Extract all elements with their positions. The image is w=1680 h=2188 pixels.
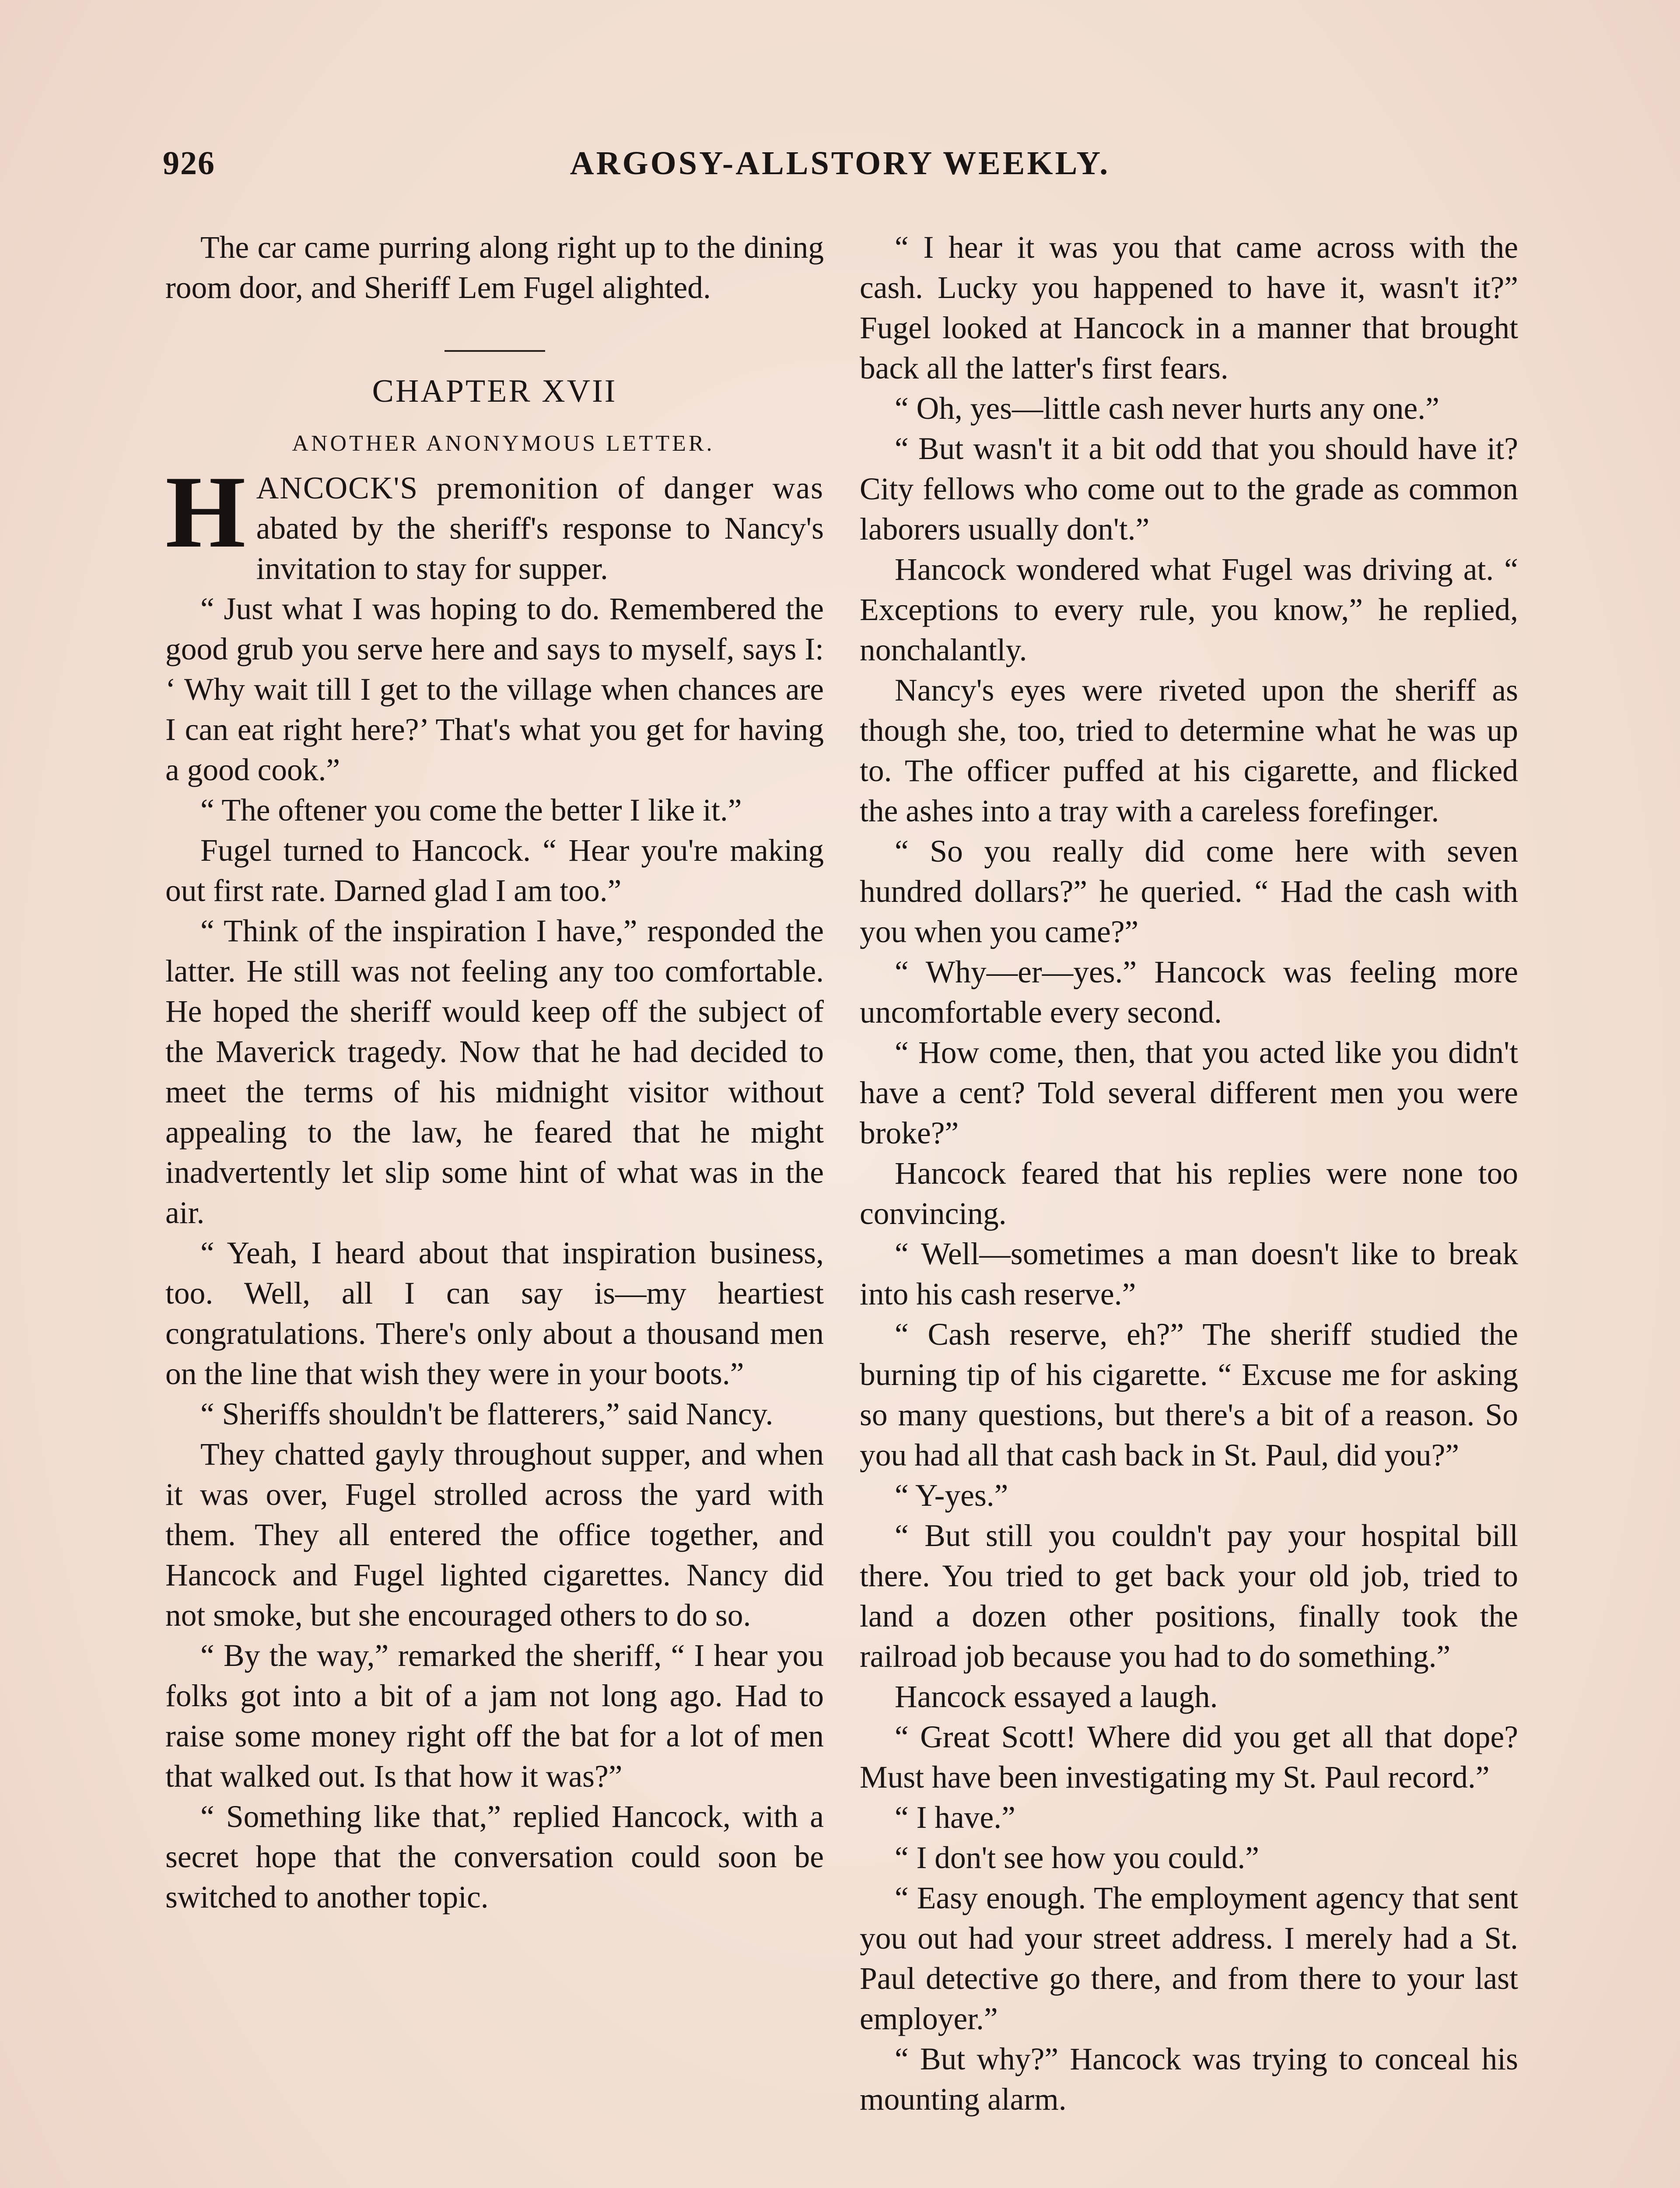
- paragraph: “ Something like that,” replied Hancock, with a secret hope that the conversation could soon be switched to another topic.: [165, 1799, 824, 1914]
- paragraph: Hancock essayed a laugh.: [895, 1680, 1218, 1714]
- paragraph: “ Oh, yes—little cash never hurts any one.”: [895, 391, 1439, 426]
- paragraph: “ I have.”: [895, 1800, 1015, 1835]
- paragraph: “ Yeah, I heard about that inspiration business, too. Well, all I can say is—my heartiest congratulations. There's only about a thousand men on the line that wish they were in your boots.”: [165, 1236, 824, 1391]
- paragraph: “ Cash reserve, eh?” The sheriff studied the burning tip of his cigarette. “ Excuse me for asking so many questions, but there's a bit of a reason. So you had all that cash back in St. Paul, did you?”: [860, 1317, 1518, 1473]
- paragraph: Fugel turned to Hancock. “ Hear you're making out first rate. Darned glad I am too.”: [165, 833, 824, 908]
- running-title: ARGOSY-ALLSTORY WEEKLY.: [570, 145, 1110, 182]
- paragraph: “ Just what I was hoping to do. Remembered the good grub you serve here and says to myself, says I: ‘ Why wait till I get to the village when chances are I can eat right here?’ That's what you get for having a good cook.”: [165, 592, 824, 787]
- paragraph: “ Easy enough. The employment agency that sent you out had your street address. I merely had a St. Paul detective go there, and from there to your last employer.”: [860, 1881, 1518, 2036]
- paragraph: “ Great Scott! Where did you get all that dope? Must have been investigating my St. Paul record.”: [860, 1720, 1518, 1795]
- chapter-title: CHAPTER XVII: [372, 373, 617, 409]
- page-header: [163, 144, 1517, 197]
- paragraph: “ Why—er—yes.” Hancock was feeling more uncomfortable every second.: [860, 955, 1518, 1030]
- paragraph: “ I hear it was you that came across with the cash. Lucky you happened to have it, wasn't it?” Fugel looked at Hancock in a manner that brought back all the latter's first fears.: [860, 230, 1518, 386]
- paragraph: Hancock feared that his replies were none too convincing.: [860, 1156, 1518, 1231]
- section-divider: [444, 350, 545, 352]
- paragraph: The car came purring along right up to the dining room door, and Sheriff Lem Fugel alighted.: [165, 230, 824, 305]
- paragraph: “ By the way,” remarked the sheriff, “ I hear you folks got into a bit of a jam not long ago. Had to raise some money right off the bat for a lot of men that walked out. Is that how it was?”: [165, 1638, 824, 1794]
- left-column: [165, 228, 824, 1918]
- paragraph: “ Think of the inspiration I have,” responded the latter. He still was not feeling any too comfortable. He hoped the sheriff would keep off the subject of the Maverick tragedy. Now that he had decided to meet the terms of his midnight visitor without appealing to the law, he feared that he might inadvertently let slip some hint of what was in the air.: [165, 914, 824, 1230]
- paragraph: “ But why?” Hancock was trying to conceal his mounting alarm.: [860, 2042, 1518, 2117]
- paragraph: Nancy's eyes were riveted upon the sheriff as though she, too, tried to determine what he was up to. The officer puffed at his cigarette, and flicked the ashes into a tray with a careless forefinger.: [860, 673, 1518, 828]
- page-number: 926: [163, 145, 215, 182]
- paragraph: “ So you really did come here with seven hundred dollars?” he queried. “ Had the cash with you when you came?”: [860, 834, 1518, 949]
- paragraph: “ But still you couldn't pay your hospital bill there. You tried to get back your old job, tried to land a dozen other positions, finally took the railroad job because you had to do something.”: [860, 1518, 1518, 1674]
- opening-paragraph: [165, 455, 824, 589]
- opening-word: ANCOCK'S: [256, 471, 419, 505]
- paragraph: “ Y-yes.”: [895, 1478, 1008, 1513]
- paragraph: “ I don't see how you could.”: [895, 1841, 1259, 1875]
- paragraph: “ But wasn't it a bit odd that you should have it? City fellows who come out to the grade as common laborers usually don't.”: [860, 431, 1518, 547]
- paragraph: “ How come, then, that you acted like you didn't have a cent? Told several different men you were broke?”: [860, 1035, 1518, 1150]
- paragraph: “ Sheriffs shouldn't be flatterers,” said Nancy.: [200, 1397, 774, 1431]
- paragraph: Hancock wondered what Fugel was driving at. “ Exceptions to every rule, you know,” he replied, nonchalantly.: [860, 552, 1518, 667]
- drop-cap: H: [165, 455, 246, 569]
- paragraph: “ Well—sometimes a man doesn't like to break into his cash reserve.”: [860, 1237, 1518, 1311]
- opening-text: premonition of danger was abated by the sheriff's response to Nancy's invitation to stay for supper.: [256, 471, 824, 586]
- paragraph: They chatted gayly throughout supper, and when it was over, Fugel strolled across the yard with them. They all entered the office together, and Hancock and Fugel lighted cigarettes. Nancy did not smoke, but she encouraged others to do so.: [165, 1437, 824, 1633]
- paragraph: “ The oftener you come the better I like it.”: [200, 793, 742, 828]
- right-column: [860, 228, 1518, 2120]
- chapter-subtitle: ANOTHER ANONYMOUS LETTER.: [292, 431, 715, 456]
